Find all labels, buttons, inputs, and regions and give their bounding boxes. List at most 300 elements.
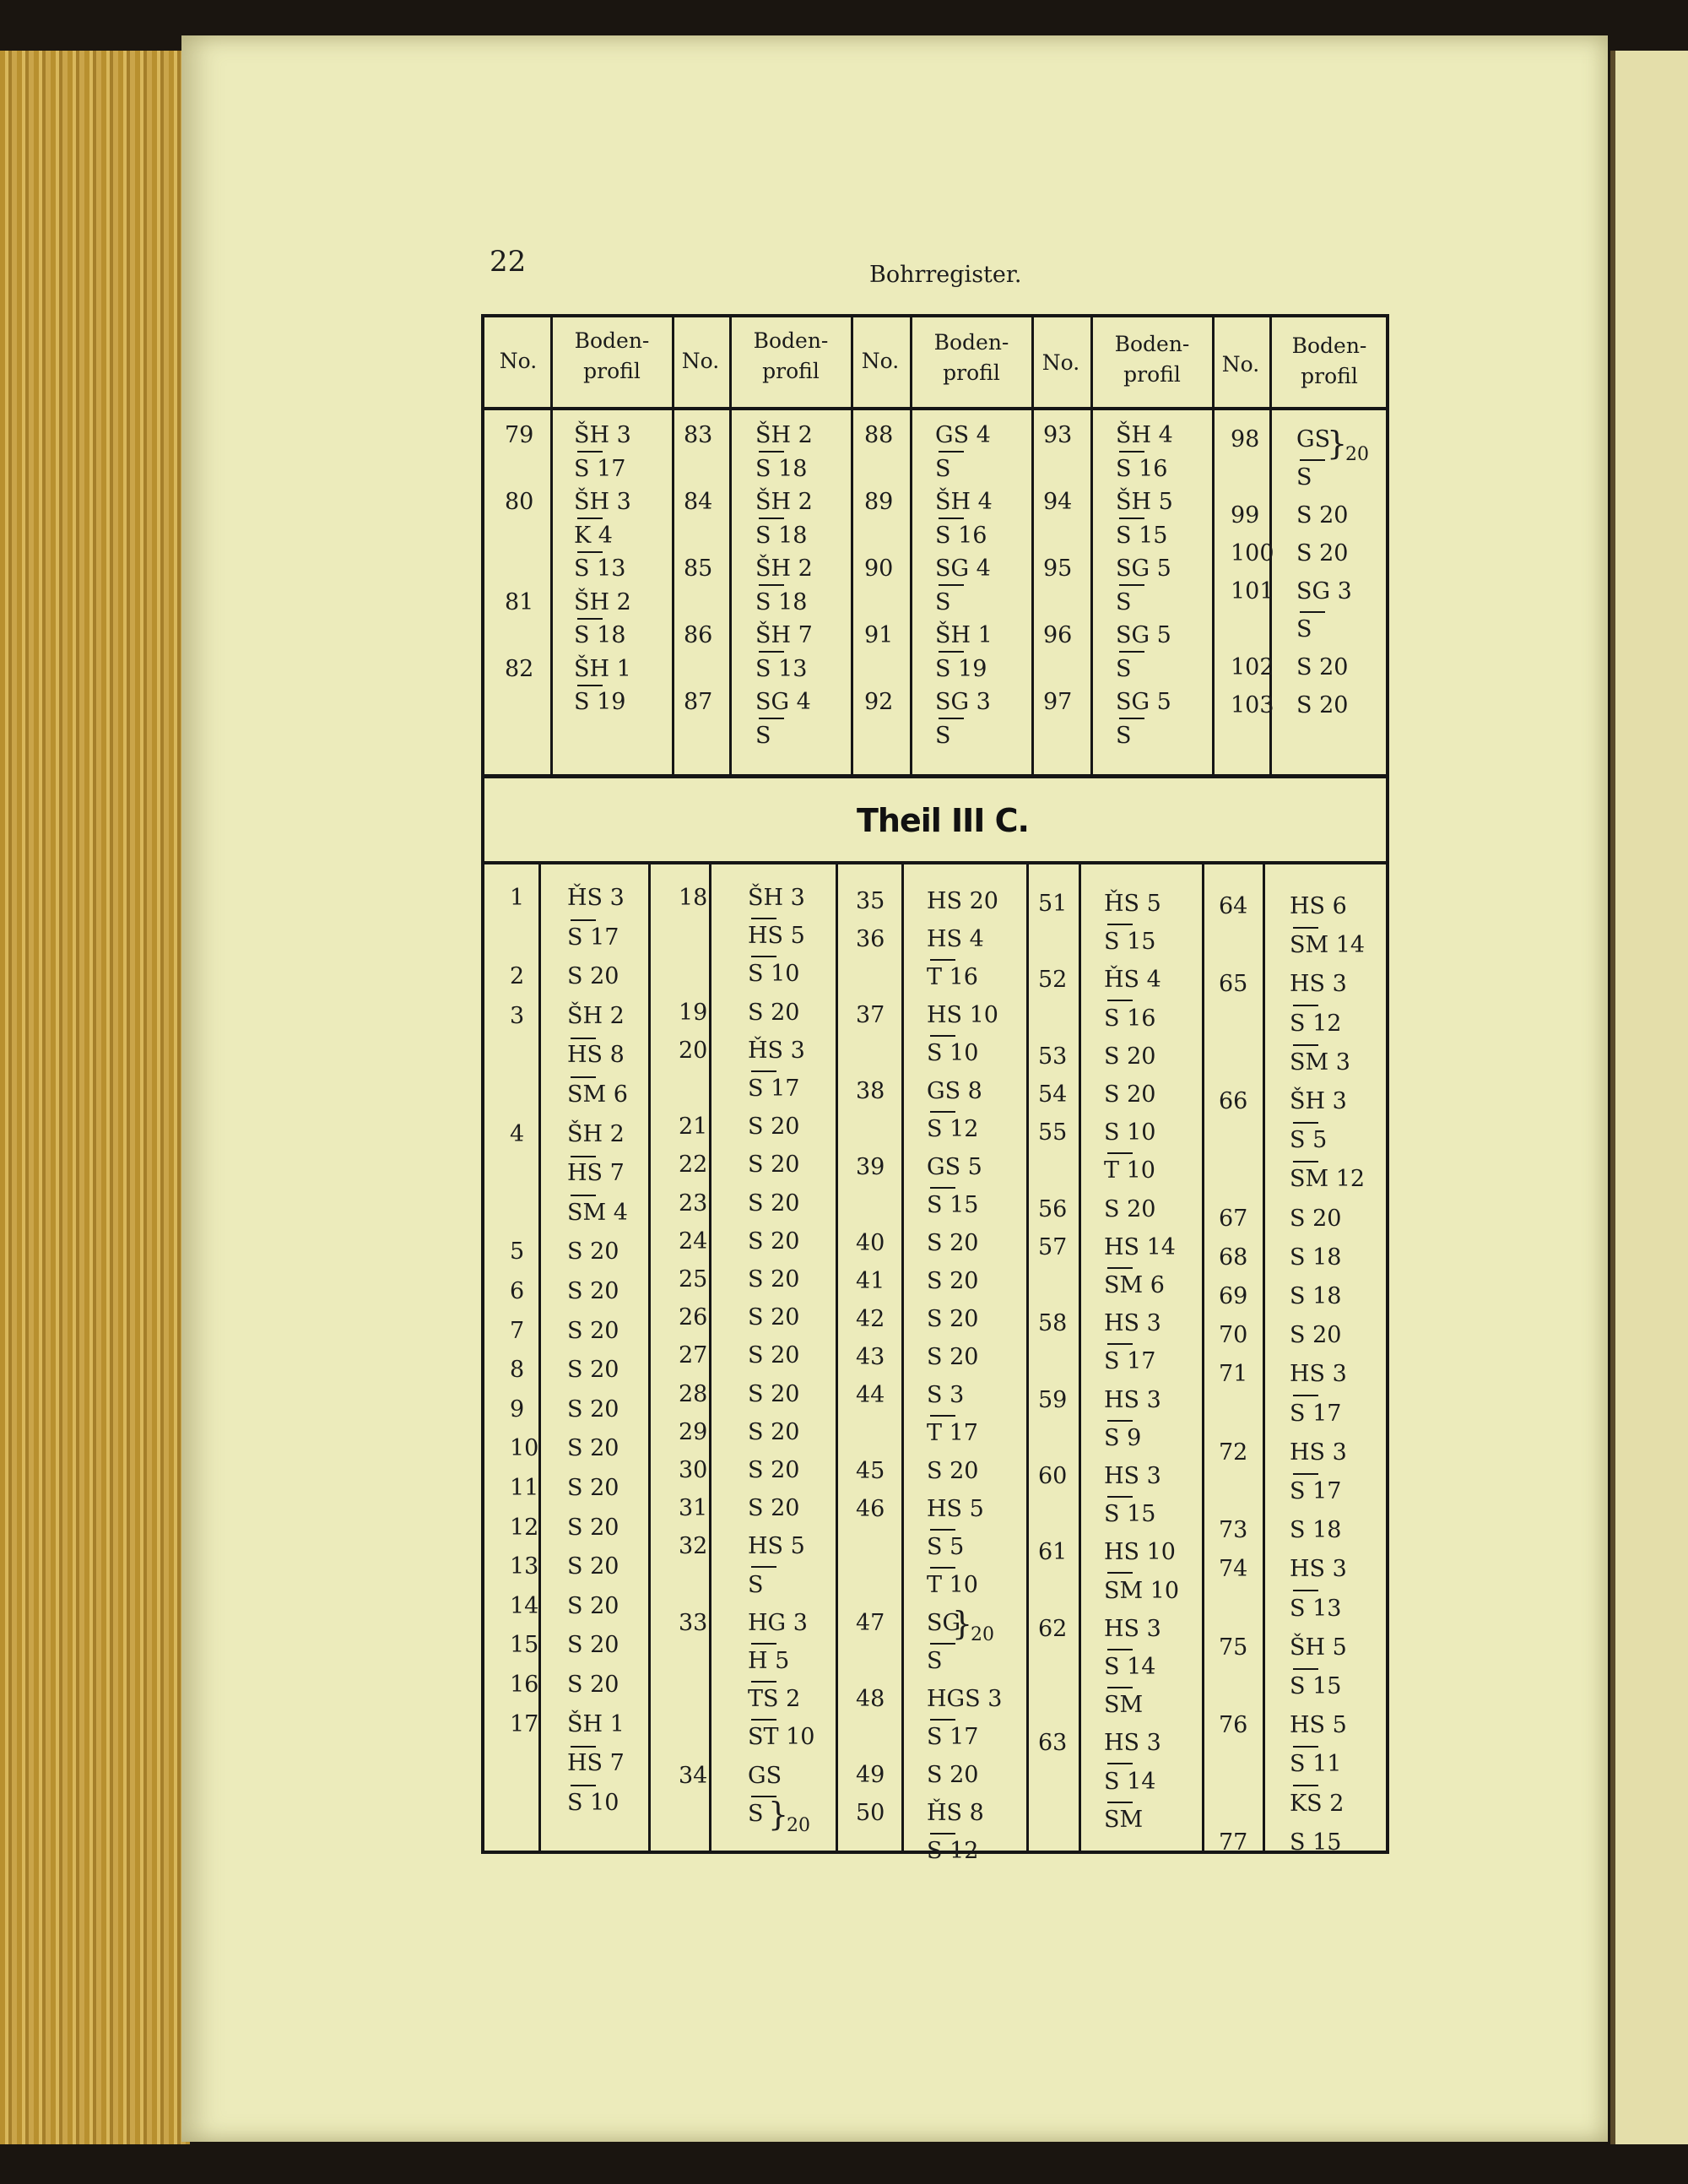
bracket-47: } xyxy=(952,1605,973,1642)
bottom-profile-cell: S 20 xyxy=(567,1435,619,1461)
bottom-profile-cell: HS 3 xyxy=(1290,1439,1347,1466)
bottom-profile-cell: S 15 xyxy=(1290,1829,1342,1856)
bottom-profile-cell: TS 2 xyxy=(748,1686,801,1712)
bottom-no-cell: 33 xyxy=(679,1610,708,1636)
bottom-profile-cell: S xyxy=(748,1572,764,1598)
bottom-profile-cell: S 15 xyxy=(1104,929,1156,955)
bottom-profile-cell: S 20 xyxy=(748,1304,800,1330)
fraction-rule xyxy=(1107,1802,1133,1803)
bottom-no-cell: 24 xyxy=(679,1228,708,1255)
bottom-no-cell: 17 xyxy=(510,1711,539,1737)
bottom-profile-cell: S 20 xyxy=(567,1318,619,1344)
top-no-cell: 98 xyxy=(1231,426,1260,453)
header-no: No. xyxy=(499,349,538,373)
bottom-no-cell: 40 xyxy=(856,1230,885,1256)
fraction-rule xyxy=(1293,1161,1318,1162)
fraction-rule xyxy=(751,1070,776,1072)
bottom-profile-cell: HS 5 xyxy=(1290,1712,1347,1738)
top-profile-cell: ŠH 3 xyxy=(574,489,631,515)
bottom-profile-cell: SM 10 xyxy=(1104,1578,1180,1604)
fraction-rule xyxy=(1119,518,1144,519)
bottom-profile-cell: HS 3 xyxy=(1290,1556,1347,1582)
bracket-98: } xyxy=(1327,425,1348,462)
top-profile-cell: S 18 xyxy=(574,622,626,648)
top-divider xyxy=(851,317,853,774)
bottom-no-cell: 51 xyxy=(1038,891,1068,917)
fraction-rule xyxy=(751,1681,776,1683)
top-profile-cell: SG 3 xyxy=(935,689,991,715)
bottom-profile-cell: HS 10 xyxy=(927,1002,998,1028)
top-profile-cell: GS 4 xyxy=(935,422,991,448)
fraction-rule xyxy=(1107,1496,1133,1498)
bottom-profile-cell: HS 7 xyxy=(567,1750,625,1776)
bottom-profile-cell: S 20 xyxy=(927,1268,979,1294)
bottom-no-cell: 4 xyxy=(510,1121,525,1147)
top-profile-cell: ŠH 1 xyxy=(935,622,993,648)
fraction-rule xyxy=(930,1415,955,1417)
top-profile-cell: S 19 xyxy=(574,689,626,715)
fraction-rule xyxy=(751,1643,776,1645)
bottom-profile-cell: S 20 xyxy=(567,1278,619,1304)
bottom-profile-cell: S 20 xyxy=(1290,1206,1342,1232)
bottom-profile-cell: SM 3 xyxy=(1290,1049,1350,1076)
top-profile-cell: S 13 xyxy=(574,555,626,582)
bottom-no-cell: 23 xyxy=(679,1190,708,1217)
top-profile-cell: ŠH 1 xyxy=(574,656,631,682)
header-rule xyxy=(484,407,1386,410)
bottom-no-cell: 57 xyxy=(1038,1234,1068,1260)
top-no-cell: 81 xyxy=(505,589,534,615)
bottom-no-cell: 13 xyxy=(510,1553,539,1580)
bottom-no-cell: 12 xyxy=(510,1515,539,1541)
bottom-divider xyxy=(709,864,711,1851)
top-no-cell: 103 xyxy=(1231,692,1274,718)
bottom-profile-cell: S 13 xyxy=(1290,1596,1342,1622)
bottom-profile-cell: ȞS 3 xyxy=(748,1038,805,1064)
fraction-rule xyxy=(930,1111,955,1113)
fraction-rule xyxy=(759,584,784,586)
bottom-profile-cell: S 20 xyxy=(748,1457,800,1483)
fraction-rule xyxy=(939,718,964,719)
fraction-rule xyxy=(759,651,784,653)
fraction-rule xyxy=(1293,1746,1318,1748)
top-profile-cell: SG 5 xyxy=(1116,622,1171,648)
section-rule-bottom xyxy=(484,861,1386,864)
bottom-profile-cell: HS 6 xyxy=(1290,893,1347,919)
bottom-divider xyxy=(901,864,904,1851)
bottom-no-cell: 61 xyxy=(1038,1539,1068,1565)
bottom-no-cell: 28 xyxy=(679,1381,708,1407)
top-profile-cell: S 18 xyxy=(755,456,808,482)
bottom-no-cell: 43 xyxy=(856,1344,885,1370)
bottom-profile-cell: S 20 xyxy=(748,1381,800,1407)
top-profile-cell: ŠH 2 xyxy=(574,589,631,615)
bottom-no-cell: 14 xyxy=(510,1593,539,1619)
fraction-rule xyxy=(1107,1763,1133,1764)
top-profile-cell: ŠH 2 xyxy=(755,422,813,448)
fraction-rule xyxy=(1119,584,1144,586)
bottom-profile-cell: S 10 xyxy=(1104,1119,1156,1146)
header-no: No. xyxy=(681,349,720,373)
adjacent-page xyxy=(1610,51,1688,2144)
bottom-no-cell: 55 xyxy=(1038,1119,1068,1146)
bottom-profile-cell: HS 3 xyxy=(1104,1616,1161,1642)
bottom-profile-cell: S 20 xyxy=(748,1495,800,1521)
bottom-profile-cell: S 14 xyxy=(1104,1654,1156,1680)
top-profile-cell: S 20 xyxy=(1296,692,1349,718)
running-head: Bohrregister. xyxy=(869,262,1022,288)
bottom-no-cell: 62 xyxy=(1038,1616,1068,1642)
fraction-rule xyxy=(939,651,964,653)
bottom-no-cell: 50 xyxy=(856,1800,885,1826)
top-no-cell: 83 xyxy=(684,422,713,448)
bottom-profile-cell: S 3 xyxy=(927,1382,965,1408)
bottom-no-cell: 22 xyxy=(679,1152,708,1178)
top-profile-cell: SG 5 xyxy=(1116,555,1171,582)
header-boden: Boden- profil xyxy=(753,328,829,383)
bottom-profile-cell: ŠH 1 xyxy=(567,1711,625,1737)
bottom-no-cell: 60 xyxy=(1038,1463,1068,1489)
bottom-profile-cell: S 10 xyxy=(748,961,800,987)
bottom-profile-cell: S 20 xyxy=(927,1344,979,1370)
top-profile-cell: K 4 xyxy=(574,523,613,549)
bottom-profile-cell: S 20 xyxy=(567,1515,619,1541)
fraction-rule xyxy=(1293,1590,1318,1591)
bottom-profile-cell: HS 5 xyxy=(748,923,805,949)
bottom-profile-cell: ŠH 3 xyxy=(1290,1088,1347,1114)
bottom-profile-cell: HS 3 xyxy=(1104,1310,1161,1336)
bottom-profile-cell: HS 20 xyxy=(927,888,998,914)
fraction-rule xyxy=(1293,1395,1318,1396)
fraction-rule xyxy=(577,551,603,553)
bottom-profile-cell: H 5 xyxy=(748,1648,790,1674)
bottom-profile-cell: S 20 xyxy=(567,1632,619,1658)
fraction-rule xyxy=(759,718,784,719)
top-profile-cell: ŠH 2 xyxy=(755,555,813,582)
bottom-profile-cell: SM xyxy=(1104,1692,1144,1718)
top-divider xyxy=(910,317,912,774)
bottom-no-cell: 19 xyxy=(679,1000,708,1026)
top-no-cell: 82 xyxy=(505,656,534,682)
top-profile-cell: S xyxy=(1116,589,1132,615)
top-profile-cell: GS xyxy=(1296,426,1331,453)
bottom-no-cell: 9 xyxy=(510,1396,525,1423)
bottom-no-cell: 37 xyxy=(856,1002,885,1028)
bottom-profile-cell: S 20 xyxy=(567,1357,619,1383)
top-divider xyxy=(1212,317,1215,774)
bottom-profile-cell: S 20 xyxy=(748,1190,800,1217)
top-no-cell: 92 xyxy=(864,689,894,715)
fraction-rule xyxy=(1107,1572,1133,1574)
bottom-profile-cell: SM 6 xyxy=(567,1081,628,1108)
bottom-profile-cell: HGS 3 xyxy=(927,1686,1003,1712)
fraction-rule xyxy=(751,1719,776,1721)
bottom-no-cell: 69 xyxy=(1219,1283,1248,1309)
bottom-profile-cell: HS 4 xyxy=(927,926,984,952)
bottom-no-cell: 73 xyxy=(1219,1517,1248,1543)
bottom-no-cell: 65 xyxy=(1219,971,1248,997)
top-no-cell: 95 xyxy=(1043,555,1073,582)
fraction-rule xyxy=(939,584,964,586)
bottom-no-cell: 25 xyxy=(679,1266,708,1293)
bottom-no-cell: 6 xyxy=(510,1278,525,1304)
top-profile-cell: S 18 xyxy=(755,589,808,615)
top-no-cell: 94 xyxy=(1043,489,1073,515)
bottom-profile-cell: S 18 xyxy=(1290,1517,1342,1543)
bracket-34: } xyxy=(768,1796,789,1833)
bottom-no-cell: 71 xyxy=(1219,1361,1248,1387)
bottom-profile-cell: S 20 xyxy=(748,1000,800,1026)
bottom-no-cell: 7 xyxy=(510,1318,525,1344)
bottom-no-cell: 16 xyxy=(510,1672,539,1698)
top-no-cell: 90 xyxy=(864,555,894,582)
bottom-profile-cell: ŠH 3 xyxy=(748,885,805,911)
top-profile-cell: S 20 xyxy=(1296,502,1349,528)
bottom-profile-cell: S 20 xyxy=(567,1553,619,1580)
bottom-profile-cell: SG xyxy=(927,1610,961,1636)
bottom-profile-cell: S 15 xyxy=(927,1192,979,1218)
fraction-rule xyxy=(1107,1420,1133,1422)
bottom-profile-cell: ŠH 2 xyxy=(567,1121,625,1147)
bottom-no-cell: 3 xyxy=(510,1003,525,1029)
fraction-rule xyxy=(1107,924,1133,925)
top-no-cell: 80 xyxy=(505,489,534,515)
bottom-no-cell: 75 xyxy=(1219,1634,1248,1661)
fraction-rule xyxy=(571,1156,596,1157)
bottom-profile-cell: HG 3 xyxy=(748,1610,808,1636)
top-profile-cell: ŠH 7 xyxy=(755,622,813,648)
bottom-profile-cell: HS 10 xyxy=(1104,1539,1176,1565)
bottom-profile-cell: S 17 xyxy=(567,924,619,951)
bottom-profile-cell: S 20 xyxy=(748,1419,800,1445)
top-profile-cell: S 13 xyxy=(755,656,808,682)
bottom-profile-cell: S 10 xyxy=(927,1040,979,1066)
bottom-divider xyxy=(836,864,838,1851)
bottom-profile-cell: HS 14 xyxy=(1104,1234,1176,1260)
bottom-profile-cell: S 10 xyxy=(567,1790,619,1816)
section-rule-top xyxy=(484,774,1386,778)
bottom-no-cell: 44 xyxy=(856,1382,885,1408)
bottom-profile-cell: S 15 xyxy=(1104,1501,1156,1527)
bottom-profile-cell: S 20 xyxy=(1290,1322,1342,1348)
bottom-profile-cell: S xyxy=(748,1801,764,1827)
bottom-profile-cell: ȞS 3 xyxy=(567,885,625,911)
fraction-rule xyxy=(571,1785,596,1786)
header-no: No. xyxy=(1221,352,1260,377)
bottom-profile-cell: HS 8 xyxy=(567,1042,625,1068)
bottom-profile-cell: S 12 xyxy=(927,1838,979,1864)
bottom-profile-cell: ŠH 2 xyxy=(567,1003,625,1029)
bottom-no-cell: 46 xyxy=(856,1496,885,1522)
fraction-rule xyxy=(577,518,603,519)
fraction-rule xyxy=(751,956,776,957)
bottom-no-cell: 63 xyxy=(1038,1730,1068,1756)
top-profile-cell: ŠH 2 xyxy=(755,489,813,515)
top-divider xyxy=(1090,317,1093,774)
bottom-no-cell: 20 xyxy=(679,1038,708,1064)
bottom-profile-cell: S 18 xyxy=(1290,1283,1342,1309)
fraction-rule xyxy=(1293,1005,1318,1006)
bottom-profile-cell: ST 10 xyxy=(748,1724,815,1750)
bottom-profile-cell: S 20 xyxy=(567,1593,619,1619)
fraction-rule xyxy=(1119,451,1144,453)
bottom-profile-cell: T 16 xyxy=(927,964,978,990)
bottom-profile-cell: SM xyxy=(1104,1807,1144,1833)
bottom-no-cell: 42 xyxy=(856,1306,885,1332)
fraction-rule xyxy=(939,518,964,519)
top-profile-cell: S 17 xyxy=(574,456,626,482)
bottom-profile-cell: ȞS 8 xyxy=(927,1800,984,1826)
top-profile-cell: S xyxy=(1116,656,1132,682)
bottom-profile-cell: S 20 xyxy=(927,1230,979,1256)
top-profile-cell: ŠH 3 xyxy=(574,422,631,448)
top-divider xyxy=(550,317,553,774)
bottom-profile-cell: S 17 xyxy=(748,1076,800,1102)
bottom-profile-cell: S 20 xyxy=(567,1396,619,1423)
top-profile-cell: ŠH 4 xyxy=(935,489,993,515)
header-boden: Boden- profil xyxy=(1291,333,1367,388)
bottom-no-cell: 59 xyxy=(1038,1387,1068,1413)
fraction-rule xyxy=(1293,1473,1318,1475)
bottom-profile-cell: SM 12 xyxy=(1290,1166,1366,1192)
bottom-no-cell: 66 xyxy=(1219,1088,1248,1114)
bottom-profile-cell: S 14 xyxy=(1104,1769,1156,1795)
fraction-rule xyxy=(1107,1152,1133,1154)
bottom-no-cell: 1 xyxy=(510,885,525,911)
top-no-cell: 93 xyxy=(1043,422,1073,448)
bottom-divider xyxy=(1026,864,1029,1851)
header-boden: Boden- profil xyxy=(933,330,1009,385)
bottom-no-cell: 47 xyxy=(856,1610,885,1636)
bottom-profile-cell: GS 8 xyxy=(927,1078,982,1104)
bottom-no-cell: 38 xyxy=(856,1078,885,1104)
fraction-rule xyxy=(930,1567,955,1569)
top-profile-cell: S xyxy=(755,723,771,749)
bottom-profile-cell: HS 3 xyxy=(1104,1387,1161,1413)
fraction-rule xyxy=(571,1038,596,1039)
bottom-profile-cell: S 20 xyxy=(1104,1196,1156,1222)
bottom-profile-cell: SM 14 xyxy=(1290,932,1366,958)
top-no-cell: 102 xyxy=(1231,654,1274,680)
bottom-profile-cell: S 20 xyxy=(567,963,619,989)
top-profile-cell: S xyxy=(935,456,951,482)
bottom-profile-cell: SM 6 xyxy=(1104,1272,1165,1298)
bottom-profile-cell: GS xyxy=(748,1763,782,1789)
bracket-34-value: 20 xyxy=(787,1815,810,1836)
header-boden: Boden- profil xyxy=(1114,332,1190,387)
fraction-rule xyxy=(930,1833,955,1834)
top-profile-cell: S xyxy=(1296,464,1312,490)
fraction-rule xyxy=(1293,1044,1318,1046)
top-no-cell: 85 xyxy=(684,555,713,582)
bottom-profile-cell: S xyxy=(927,1648,943,1674)
bottom-profile-cell: S 20 xyxy=(1104,1043,1156,1070)
bottom-no-cell: 74 xyxy=(1219,1556,1248,1582)
top-no-cell: 88 xyxy=(864,422,894,448)
fraction-rule xyxy=(930,1719,955,1721)
bottom-no-cell: 10 xyxy=(510,1435,539,1461)
top-profile-cell: SG 3 xyxy=(1296,578,1352,604)
bottom-profile-cell: T 10 xyxy=(927,1572,978,1598)
bracket-47-value: 20 xyxy=(971,1624,994,1645)
fraction-rule xyxy=(1107,1649,1133,1650)
header-boden: Boden- profil xyxy=(574,328,650,383)
bottom-profile-cell: S 20 xyxy=(748,1152,800,1178)
bottom-profile-cell: S 9 xyxy=(1104,1425,1142,1451)
top-profile-cell: ŠH 5 xyxy=(1116,489,1173,515)
bottom-divider xyxy=(1263,864,1265,1851)
fraction-rule xyxy=(751,918,776,919)
bottom-profile-cell: S 20 xyxy=(567,1238,619,1265)
top-divider xyxy=(672,317,674,774)
bottom-profile-cell: HS 3 xyxy=(1104,1463,1161,1489)
fraction-rule xyxy=(1300,611,1325,613)
top-profile-cell: S xyxy=(935,589,951,615)
bottom-no-cell: 32 xyxy=(679,1533,708,1559)
bottom-no-cell: 34 xyxy=(679,1763,708,1789)
bottom-profile-cell: S 17 xyxy=(1290,1401,1342,1427)
bottom-no-cell: 8 xyxy=(510,1357,525,1383)
bottom-no-cell: 26 xyxy=(679,1304,708,1330)
bottom-profile-cell: S 20 xyxy=(1104,1081,1156,1108)
top-no-cell: 89 xyxy=(864,489,894,515)
fraction-rule xyxy=(930,1643,955,1645)
bottom-profile-cell: KS 2 xyxy=(1290,1791,1344,1817)
bottom-no-cell: 39 xyxy=(856,1154,885,1180)
bottom-profile-cell: T 10 xyxy=(1104,1157,1155,1184)
bottom-no-cell: 64 xyxy=(1219,893,1248,919)
bottom-profile-cell: S 20 xyxy=(567,1475,619,1501)
bottom-profile-cell: S 11 xyxy=(1290,1751,1342,1777)
bottom-no-cell: 31 xyxy=(679,1495,708,1521)
bottom-no-cell: 52 xyxy=(1038,967,1068,993)
bottom-no-cell: 54 xyxy=(1038,1081,1068,1108)
bottom-no-cell: 53 xyxy=(1038,1043,1068,1070)
bottom-no-cell: 35 xyxy=(856,888,885,914)
bottom-no-cell: 45 xyxy=(856,1458,885,1484)
bottom-no-cell: 5 xyxy=(510,1238,525,1265)
bottom-profile-cell: S 15 xyxy=(1290,1673,1342,1699)
bottom-profile-cell: SM 4 xyxy=(567,1200,628,1226)
bottom-divider xyxy=(648,864,651,1851)
fraction-rule xyxy=(1300,459,1325,461)
bottom-no-cell: 36 xyxy=(856,926,885,952)
fraction-rule xyxy=(577,685,603,686)
bottom-profile-cell: ȞS 4 xyxy=(1104,967,1161,993)
fraction-rule xyxy=(939,451,964,453)
fraction-rule xyxy=(930,1187,955,1189)
bottom-profile-cell: S 20 xyxy=(748,1266,800,1293)
bottom-profile-cell: S 5 xyxy=(1290,1127,1328,1153)
bottom-profile-cell: HS 3 xyxy=(1290,971,1347,997)
bottom-profile-cell: T 17 xyxy=(927,1420,978,1446)
fraction-rule xyxy=(1107,1343,1133,1345)
bottom-no-cell: 56 xyxy=(1038,1196,1068,1222)
fraction-rule xyxy=(1107,1687,1133,1688)
bottom-no-cell: 27 xyxy=(679,1342,708,1368)
bottom-no-cell: 77 xyxy=(1219,1829,1248,1856)
bottom-profile-cell: S 20 xyxy=(748,1114,800,1140)
bottom-no-cell: 70 xyxy=(1219,1322,1248,1348)
top-profile-cell: SG 5 xyxy=(1116,689,1171,715)
bottom-no-cell: 15 xyxy=(510,1632,539,1658)
fraction-rule xyxy=(1293,1122,1318,1124)
top-no-cell: 97 xyxy=(1043,689,1073,715)
header-no: No. xyxy=(1041,350,1080,375)
top-divider xyxy=(729,317,732,774)
fraction-rule xyxy=(1293,1785,1318,1786)
bottom-profile-cell: HS 5 xyxy=(748,1533,805,1559)
